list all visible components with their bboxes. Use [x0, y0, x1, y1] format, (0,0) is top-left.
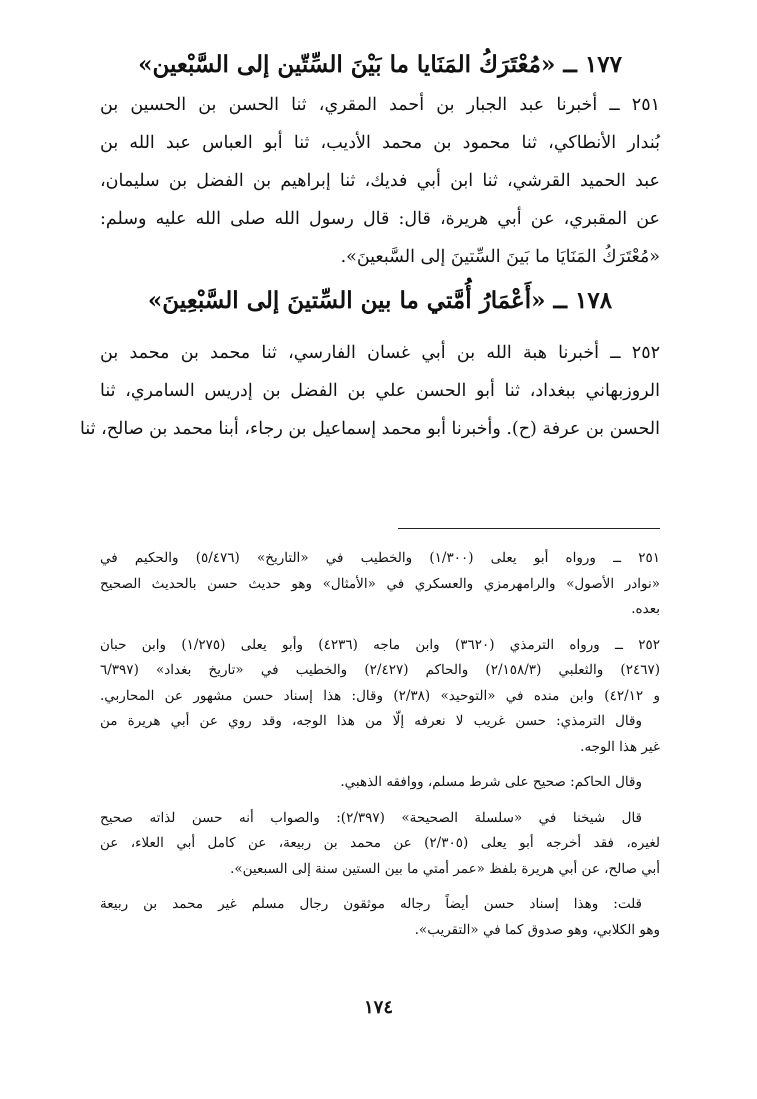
text-line: ٢٥١ ــ أخبرنا عبد الجبار بن أحمد المقري، ثنا الحسن بن الحسين بن — [100, 95, 660, 115]
footnote-line: لغيره، فقد أخرجه أبو يعلى (٢/٣٠٥) عن محمد بن ربيعة، عن كامل أبي العلاء، عن — [100, 835, 660, 851]
text-line: ٢٥٢ ــ أخبرنا هبة الله بن أبي غسان الفارسي، ثنا محمد بن محمد بن — [100, 343, 660, 363]
text-line: بُندار الأنطاكي، ثنا محمود بن محمد الأديب، ثنا أبو العباس عبد الله بن — [100, 133, 660, 153]
paragraph-252 — [80, 334, 660, 448]
footnote-line: وهو الكلابي، وهو صدوق كما في «التقريب». — [414, 921, 660, 938]
footnote-line: و ٤٢/١٢) وابن منده في «التوحيد» (٢/٣٨) وقال: هذا إسناد حسن مشهور عن المحاربي. — [100, 687, 660, 704]
heading-177 — [100, 48, 660, 82]
footnote-251 — [100, 546, 660, 623]
text-line: الحسن بن عرفة (ح). وأخبرنا أبو محمد إسماعيل بن رجاء، أبنا محمد بن صالح، ثنا — [80, 419, 660, 439]
footnote-line: قلت: وهذا إسناد حسن أيضاً رجاله موثقون رجال مسلم غير محمد بن ربيعة — [100, 896, 642, 912]
footnote-line: قال شيخنا في «سلسلة الصحيحة» (٢/٣٩٧): والصواب أنه حسن لذاته صحيح — [100, 809, 643, 826]
footnote-divider — [398, 528, 660, 529]
footnote-line: أبي صالح، عن أبي هريرة بلفظ «عمر أمتي ما بين الستين سنة إلى السبعين». — [230, 860, 660, 877]
section-178 — [80, 284, 660, 448]
footnote-qultu — [100, 892, 660, 943]
page-number: ١٧٤ — [363, 997, 393, 1018]
main-text — [80, 42, 660, 448]
text-line: عن المقبري، عن أبي هريرة، قال: قال رسول الله صلى الله عليه وسلم: — [100, 209, 660, 229]
footnote-line: غير هذا الوجه. — [580, 738, 660, 755]
footnote-line: وقال الحاكم: صحيح على شرط مسلم، ووافقه الذهبي. — [340, 774, 642, 790]
heading-line: ١٧٨ ــ «أَعْمَارُ أُمَّتي ما بين السِّتينَ إلى السَّبْعِينَ» — [147, 287, 613, 314]
footnote-line: وقال الترمذي: حسن غريب لا نعرفه إلّا من هذا الوجه، وقد روي عن أبي هريرة من — [100, 713, 642, 729]
footnote-shaykh — [100, 806, 660, 883]
heading-line: ١٧٧ ــ «مُعْتَرَكُ المَنَايا ما بَيْنَ السِّتّين إلى السَّبْعين» — [138, 51, 622, 78]
footnote-line: ٢٥٢ ــ ورواه الترمذي (٣٦٢٠) وابن ماجه (٤٢٣٦) وأبو يعلى (١/٢٧٥) وابن حبان — [100, 636, 661, 653]
footnote-line: بعده. — [631, 601, 660, 617]
text-line: الروزبهاني ببغداد، ثنا أبو الحسن علي بن الفضل بن إدريس السامري، ثنا — [100, 381, 660, 401]
footnote-hakim — [100, 770, 660, 796]
text-line: «مُعْتَرَكُ المَنَايَا ما بَينَ السِّتينَ إلى السَّبعينَ». — [340, 247, 660, 267]
footnotes — [100, 546, 660, 953]
footnote-line: «نوادر الأصول» والرامهرمزي والعسكري في «الأمثال» وهو حديث حسن بالحديث الصحيح — [100, 575, 660, 592]
text-line: عبد الحميد القرشي، ثنا ابن أبي فديك، ثنا إبراهيم بن الفضل بن سليمان، — [100, 171, 660, 191]
footnote-252 — [100, 633, 660, 761]
paragraph-251 — [100, 86, 660, 276]
section-177 — [100, 48, 660, 276]
footnote-line: (٢٤٦٧) والثعلبي (٢/١٥٨/٣) والحاكم (٢/٤٢٧) والخطيب في «تاريخ بغداد» (٦/٣٩٧ — [100, 662, 660, 678]
heading-178 — [100, 284, 660, 318]
footnote-line: ٢٥١ ــ ورواه أبو يعلى (١/٣٠٠) والخطيب في «التاريخ» (٥/٤٧٦) والحكيم في — [100, 550, 660, 566]
